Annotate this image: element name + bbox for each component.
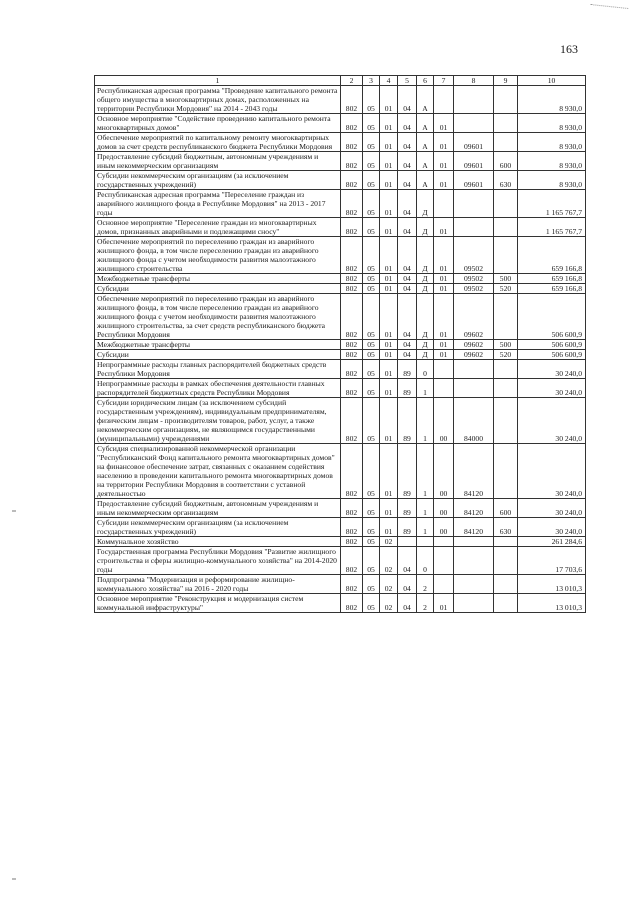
subprogram-code: 1 — [417, 379, 434, 398]
direction-code — [454, 547, 494, 575]
subsection-code: 01 — [380, 284, 398, 294]
ministry-code: 802 — [341, 237, 363, 274]
section-code: 05 — [363, 518, 380, 537]
amount: 17 703,6 — [518, 547, 586, 575]
section-code: 05 — [363, 340, 380, 350]
header-cell: 1 — [95, 76, 341, 86]
amount: 506 600,9 — [518, 350, 586, 360]
activity-code — [434, 86, 454, 114]
table-row — [95, 114, 586, 133]
scan-edge-mark — [12, 878, 16, 880]
program-code: 04 — [398, 114, 417, 133]
ministry-code: 802 — [341, 547, 363, 575]
row-name: Межбюджетные трансферты — [95, 340, 341, 350]
ministry-code: 802 — [341, 537, 363, 547]
ministry-code: 802 — [341, 340, 363, 350]
program-code: 04 — [398, 190, 417, 218]
direction-code: 09601 — [454, 171, 494, 190]
program-code: 04 — [398, 133, 417, 152]
direction-code — [454, 537, 494, 547]
header-cell: 2 — [341, 76, 363, 86]
amount: 1 165 767,7 — [518, 190, 586, 218]
page-number: 163 — [560, 42, 578, 56]
ministry-code: 802 — [341, 499, 363, 518]
activity-code: 01 — [434, 114, 454, 133]
expense-type-code: 520 — [494, 350, 518, 360]
subsection-code: 01 — [380, 237, 398, 274]
subsection-code: 01 — [380, 152, 398, 171]
row-name: Коммунальное хозяйство — [95, 537, 341, 547]
table-row — [95, 86, 586, 114]
expense-type-code — [494, 294, 518, 340]
subprogram-code: 2 — [417, 575, 434, 594]
program-code: 89 — [398, 379, 417, 398]
activity-code: 00 — [434, 499, 454, 518]
expense-type-code — [494, 379, 518, 398]
ministry-code: 802 — [341, 171, 363, 190]
ministry-code: 802 — [341, 518, 363, 537]
amount: 30 240,0 — [518, 398, 586, 444]
expense-type-code: 630 — [494, 518, 518, 537]
amount: 8 930,0 — [518, 171, 586, 190]
ministry-code: 802 — [341, 594, 363, 613]
activity-code — [434, 547, 454, 575]
ministry-code: 802 — [341, 152, 363, 171]
row-name: Субсидии — [95, 284, 341, 294]
row-name: Предоставление субсидий бюджетным, автономным учреждениям и иным некоммерческим организациям — [95, 499, 341, 518]
amount: 30 240,0 — [518, 499, 586, 518]
header-cell: 9 — [494, 76, 518, 86]
subprogram-code: Д — [417, 190, 434, 218]
amount: 659 166,8 — [518, 284, 586, 294]
row-name: Предоставление субсидий бюджетным, автономным учреждениям и иным некоммерческим организациям — [95, 152, 341, 171]
direction-code — [454, 86, 494, 114]
section-code: 05 — [363, 284, 380, 294]
program-code: 04 — [398, 218, 417, 237]
header-cell: 4 — [380, 76, 398, 86]
ministry-code: 802 — [341, 218, 363, 237]
header-cell: 7 — [434, 76, 454, 86]
table-row — [95, 294, 586, 340]
amount: 659 166,8 — [518, 237, 586, 274]
program-code: 04 — [398, 575, 417, 594]
program-code: 89 — [398, 499, 417, 518]
activity-code: 01 — [434, 218, 454, 237]
ministry-code: 802 — [341, 294, 363, 340]
subprogram-code: 1 — [417, 444, 434, 499]
subsection-code: 01 — [380, 274, 398, 284]
subprogram-code: Д — [417, 218, 434, 237]
amount: 13 010,3 — [518, 594, 586, 613]
direction-code: 09502 — [454, 237, 494, 274]
amount: 8 930,0 — [518, 133, 586, 152]
expense-type-code: 500 — [494, 340, 518, 350]
table-row — [95, 274, 586, 284]
ministry-code: 802 — [341, 360, 363, 379]
subsection-code: 01 — [380, 499, 398, 518]
table-row — [95, 218, 586, 237]
subprogram-code: Д — [417, 294, 434, 340]
amount: 30 240,0 — [518, 360, 586, 379]
activity-code: 01 — [434, 594, 454, 613]
ministry-code: 802 — [341, 444, 363, 499]
direction-code: 09601 — [454, 152, 494, 171]
ministry-code: 802 — [341, 284, 363, 294]
ministry-code: 802 — [341, 274, 363, 284]
expense-type-code — [494, 218, 518, 237]
row-name: Основное мероприятие "Переселение граждан из многоквартирных домов, признанных аварийными и подлежащими сносу" — [95, 218, 341, 237]
table-row — [95, 594, 586, 613]
program-code: 89 — [398, 518, 417, 537]
expense-type-code — [494, 594, 518, 613]
program-code: 04 — [398, 340, 417, 350]
subsection-code: 01 — [380, 398, 398, 444]
table-row — [95, 133, 586, 152]
activity-code: 01 — [434, 274, 454, 284]
amount: 8 930,0 — [518, 86, 586, 114]
subprogram-code: А — [417, 114, 434, 133]
section-code: 05 — [363, 294, 380, 340]
program-code: 04 — [398, 350, 417, 360]
subprogram-code: Д — [417, 284, 434, 294]
subprogram-code: 0 — [417, 547, 434, 575]
program-code: 04 — [398, 284, 417, 294]
header-cell: 10 — [518, 76, 586, 86]
direction-code: 09602 — [454, 340, 494, 350]
direction-code: 84120 — [454, 444, 494, 499]
header-cell: 5 — [398, 76, 417, 86]
direction-code — [454, 114, 494, 133]
program-code: 04 — [398, 171, 417, 190]
row-name: Обеспечение мероприятий по капитальному ремонту многоквартирных домов за счет средств республиканского бюджета Республики Мордовия — [95, 133, 341, 152]
activity-code: 01 — [434, 350, 454, 360]
program-code: 89 — [398, 398, 417, 444]
direction-code: 09601 — [454, 133, 494, 152]
activity-code — [434, 537, 454, 547]
section-code: 05 — [363, 537, 380, 547]
section-code: 05 — [363, 398, 380, 444]
expense-type-code: 500 — [494, 274, 518, 284]
program-code — [398, 537, 417, 547]
ministry-code: 802 — [341, 398, 363, 444]
program-code: 04 — [398, 237, 417, 274]
subprogram-code: 1 — [417, 398, 434, 444]
subprogram-code: 0 — [417, 360, 434, 379]
direction-code: 09502 — [454, 274, 494, 284]
section-code: 05 — [363, 152, 380, 171]
expense-type-code: 600 — [494, 499, 518, 518]
activity-code: 01 — [434, 340, 454, 350]
program-code: 04 — [398, 152, 417, 171]
ministry-code: 802 — [341, 575, 363, 594]
row-name: Государственная программа Республики Мордовия "Развитие жилищного строительства и сферы жилищно-коммунального хозяйства" на 2014-2020 годы — [95, 547, 341, 575]
amount: 1 165 767,7 — [518, 218, 586, 237]
expense-type-code — [494, 537, 518, 547]
section-code: 05 — [363, 594, 380, 613]
subsection-code: 01 — [380, 114, 398, 133]
row-name: Основное мероприятие "Содействие проведению капитального ремонта многоквартирных домов" — [95, 114, 341, 133]
subprogram-code: Д — [417, 340, 434, 350]
subsection-code: 02 — [380, 537, 398, 547]
direction-code — [454, 190, 494, 218]
section-code: 05 — [363, 237, 380, 274]
subsection-code: 01 — [380, 133, 398, 152]
table-row — [95, 499, 586, 518]
row-name: Субсидии некоммерческим организациям (за исключением государственных учреждений) — [95, 518, 341, 537]
subprogram-code: 1 — [417, 499, 434, 518]
table-row — [95, 575, 586, 594]
direction-code — [454, 218, 494, 237]
subsection-code: 01 — [380, 171, 398, 190]
row-name: Республиканская адресная программа "Проведение капитального ремонта общего имущества в многоквартирных домах, расположенных на территории Республики Мордовия" на 2014 - 2043 годы — [95, 86, 341, 114]
section-code: 05 — [363, 444, 380, 499]
ministry-code: 802 — [341, 133, 363, 152]
expense-type-code — [494, 547, 518, 575]
section-code: 05 — [363, 218, 380, 237]
direction-code: 84000 — [454, 398, 494, 444]
expense-type-code: 520 — [494, 284, 518, 294]
activity-code: 01 — [434, 171, 454, 190]
amount: 8 930,0 — [518, 114, 586, 133]
row-name: Межбюджетные трансферты — [95, 274, 341, 284]
subsection-code: 01 — [380, 518, 398, 537]
section-code: 05 — [363, 379, 380, 398]
table-row — [95, 237, 586, 274]
budget-table — [94, 75, 586, 613]
table-row — [95, 360, 586, 379]
section-code: 05 — [363, 133, 380, 152]
subsection-code: 02 — [380, 594, 398, 613]
subsection-code: 02 — [380, 575, 398, 594]
amount: 30 240,0 — [518, 379, 586, 398]
activity-code — [434, 575, 454, 594]
direction-code: 84120 — [454, 499, 494, 518]
section-code: 05 — [363, 547, 380, 575]
subsection-code: 01 — [380, 294, 398, 340]
program-code: 89 — [398, 444, 417, 499]
expense-type-code — [494, 86, 518, 114]
amount: 506 600,9 — [518, 294, 586, 340]
direction-code — [454, 360, 494, 379]
ministry-code: 802 — [341, 86, 363, 114]
table-row — [95, 398, 586, 444]
program-code: 04 — [398, 86, 417, 114]
activity-code: 01 — [434, 152, 454, 171]
row-name: Подпрограмма "Модернизация и реформирование жилищно-коммунального хозяйства" на 2016 - 2020 годы — [95, 575, 341, 594]
section-code: 05 — [363, 190, 380, 218]
direction-code — [454, 594, 494, 613]
direction-code: 84120 — [454, 518, 494, 537]
subprogram-code — [417, 537, 434, 547]
header-cell: 3 — [363, 76, 380, 86]
direction-code — [454, 379, 494, 398]
program-code: 04 — [398, 294, 417, 340]
row-name: Обеспечение мероприятий по переселению граждан из аварийного жилищного фонда, в том числе переселению граждан из аварийного жилищного фонда с учетом необходимости развития малоэтажного жилищного строительства — [95, 237, 341, 274]
activity-code — [434, 190, 454, 218]
program-code: 04 — [398, 547, 417, 575]
amount: 8 930,0 — [518, 152, 586, 171]
activity-code — [434, 379, 454, 398]
row-name: Непрограммные расходы главных распорядителей бюджетных средств Республики Мордовия — [95, 360, 341, 379]
subsection-code: 02 — [380, 547, 398, 575]
expense-type-code — [494, 190, 518, 218]
subprogram-code: А — [417, 86, 434, 114]
table-row — [95, 340, 586, 350]
section-code: 05 — [363, 499, 380, 518]
subprogram-code: 1 — [417, 518, 434, 537]
subprogram-code: 2 — [417, 594, 434, 613]
table-row — [95, 537, 586, 547]
amount: 261 284,6 — [518, 537, 586, 547]
row-name: Республиканская адресная программа "Переселение граждан из аварийного жилищного фонда в Республике Мордовия" на 2013 - 2017 годы — [95, 190, 341, 218]
ministry-code: 802 — [341, 379, 363, 398]
subprogram-code: Д — [417, 350, 434, 360]
row-name: Обеспечение мероприятий по переселению граждан из аварийного жилищного фонда, в том числе переселению граждан из аварийного жилищного фонда с учетом необходимости развития малоэтажного жилищного строительства, за счет средств республиканского бюджета Республики Мордовия — [95, 294, 341, 340]
expense-type-code — [494, 398, 518, 444]
amount: 30 240,0 — [518, 444, 586, 499]
row-name: Основное мероприятие "Реконструкция и модернизация систем коммунальной инфраструктуры" — [95, 594, 341, 613]
table-row — [95, 171, 586, 190]
activity-code: 00 — [434, 518, 454, 537]
direction-code: 09502 — [454, 284, 494, 294]
subsection-code: 01 — [380, 190, 398, 218]
table-row — [95, 152, 586, 171]
expense-type-code — [494, 575, 518, 594]
direction-code: 09602 — [454, 294, 494, 340]
section-code: 05 — [363, 274, 380, 284]
section-code: 05 — [363, 360, 380, 379]
program-code: 89 — [398, 360, 417, 379]
subsection-code: 01 — [380, 86, 398, 114]
expense-type-code — [494, 444, 518, 499]
expense-type-code — [494, 133, 518, 152]
row-name: Субсидии юридическим лицам (за исключением субсидий государственным учреждениям), индивидуальным предпринимателям, физическим лицам - производителям товаров, работ, услуг, а также некоммерческим организациям, не являющимся государственными (муниципальными) учреждениями — [95, 398, 341, 444]
direction-code — [454, 575, 494, 594]
section-code: 05 — [363, 350, 380, 360]
section-code: 05 — [363, 86, 380, 114]
expense-type-code — [494, 114, 518, 133]
activity-code — [434, 360, 454, 379]
activity-code: 00 — [434, 444, 454, 499]
subprogram-code: А — [417, 171, 434, 190]
program-code: 04 — [398, 274, 417, 284]
activity-code: 01 — [434, 133, 454, 152]
activity-code: 01 — [434, 284, 454, 294]
expense-type-code — [494, 360, 518, 379]
subprogram-code: Д — [417, 237, 434, 274]
section-code: 05 — [363, 171, 380, 190]
row-name: Непрограммные расходы в рамках обеспечения деятельности главных распорядителей бюджетных средств Республики Мордовия — [95, 379, 341, 398]
expense-type-code — [494, 237, 518, 274]
ministry-code: 802 — [341, 350, 363, 360]
scan-corner-mark — [590, 4, 629, 15]
table-row — [95, 547, 586, 575]
activity-code: 01 — [434, 237, 454, 274]
table-row — [95, 350, 586, 360]
amount: 659 166,8 — [518, 274, 586, 284]
program-code: 04 — [398, 594, 417, 613]
section-code: 05 — [363, 575, 380, 594]
activity-code: 01 — [434, 294, 454, 340]
section-code: 05 — [363, 114, 380, 133]
subsection-code: 01 — [380, 360, 398, 379]
row-name: Субсидия специализированной некоммерческой организации "Республиканский Фонд капитального ремонта многоквартирных домов" на финансовое обеспечение затрат, связанных с оказанием содействия населению в проведении капитального ремонта многоквартирных домов на территории Республики Мордовия в соответствии с уставной деятельностью — [95, 444, 341, 499]
row-name: Субсидии — [95, 350, 341, 360]
amount: 506 600,9 — [518, 340, 586, 350]
subsection-code: 01 — [380, 379, 398, 398]
table-row — [95, 190, 586, 218]
row-name: Субсидии некоммерческим организациям (за исключением государственных учреждений) — [95, 171, 341, 190]
subsection-code: 01 — [380, 340, 398, 350]
activity-code: 00 — [434, 398, 454, 444]
amount: 30 240,0 — [518, 518, 586, 537]
subsection-code: 01 — [380, 444, 398, 499]
scan-edge-mark — [12, 510, 16, 512]
ministry-code: 802 — [341, 190, 363, 218]
subprogram-code: Д — [417, 274, 434, 284]
table-row — [95, 379, 586, 398]
subsection-code: 01 — [380, 350, 398, 360]
table-row — [95, 518, 586, 537]
expense-type-code: 630 — [494, 171, 518, 190]
expense-type-code: 600 — [494, 152, 518, 171]
table-row — [95, 284, 586, 294]
subsection-code: 01 — [380, 218, 398, 237]
table-header-row — [95, 76, 586, 86]
subprogram-code: А — [417, 133, 434, 152]
amount: 13 010,3 — [518, 575, 586, 594]
subprogram-code: А — [417, 152, 434, 171]
table-row — [95, 444, 586, 499]
direction-code: 09602 — [454, 350, 494, 360]
ministry-code: 802 — [341, 114, 363, 133]
header-cell: 6 — [417, 76, 434, 86]
header-cell: 8 — [454, 76, 494, 86]
